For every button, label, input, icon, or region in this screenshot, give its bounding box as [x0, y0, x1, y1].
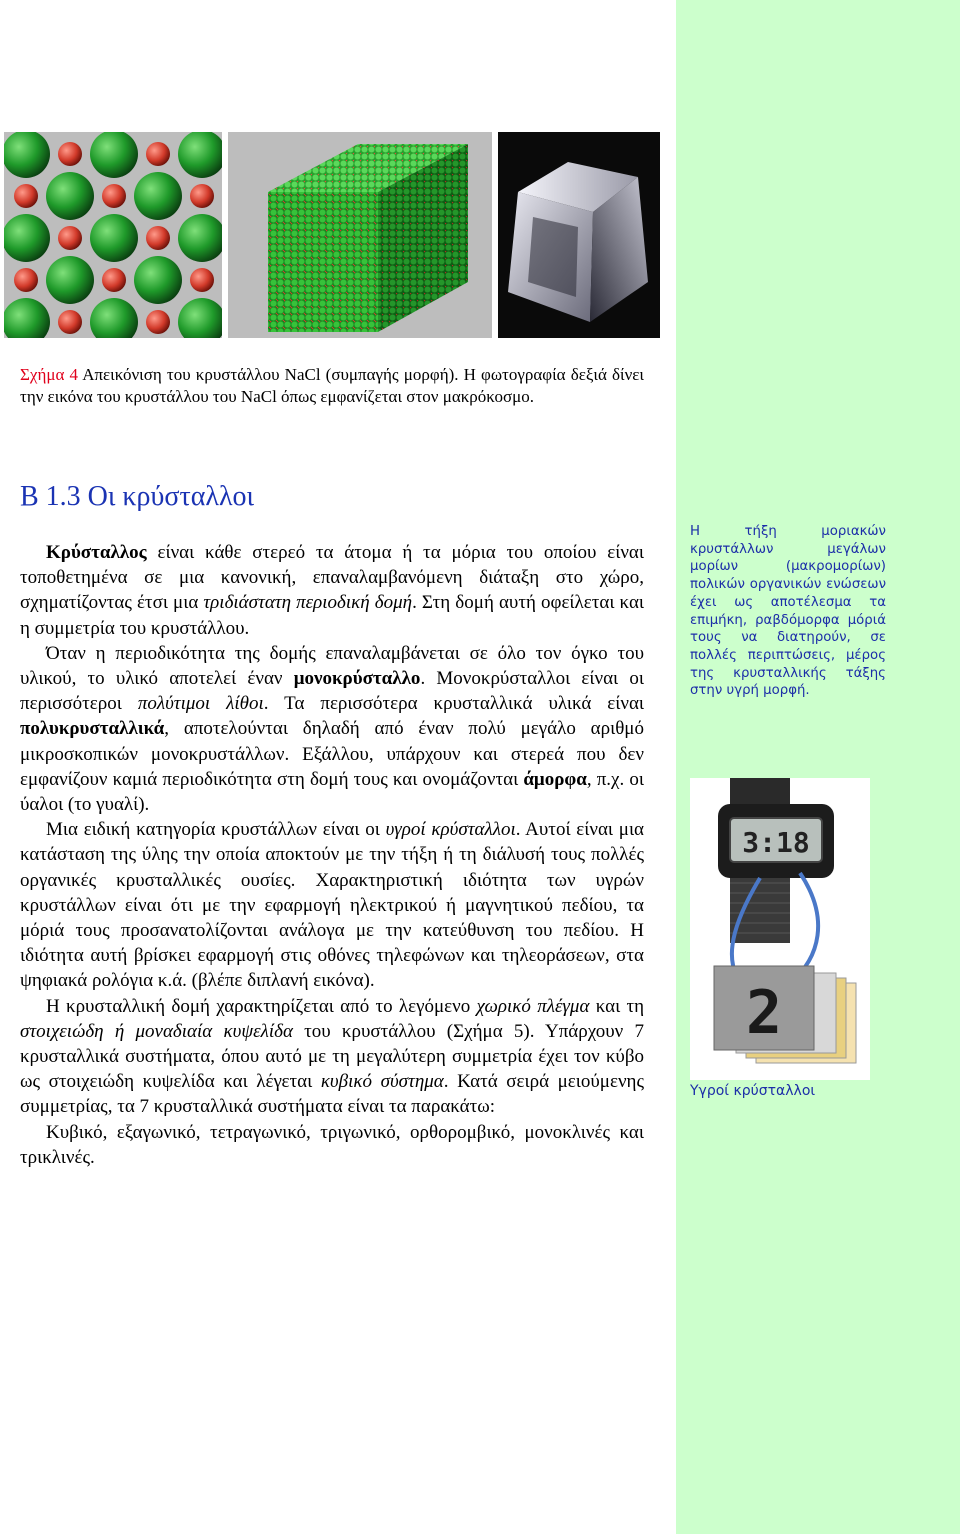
figure-4-text: Απεικόνιση του κρυστάλλου NaCl (συμπαγής μορφή). Η φωτογραφία δεξιά δίνει την εικόνα του κρυστάλλου του NaCl όπως εμφανίζεται στον μακρόκοσμο.: [20, 365, 645, 406]
salt-crystal-svg: [498, 132, 660, 338]
paragraph-single-crystal: [20, 641, 644, 817]
p3-text-1: Μια ειδική κατηγορία κρυστάλλων είναι οι: [46, 819, 386, 841]
p4-text-2: και τη: [589, 995, 645, 1017]
sphere-11: [58, 226, 82, 250]
p2-text-3: . Τα περισσότερα κρυσταλλικά υλικά είναι: [263, 693, 645, 715]
sphere-1: [58, 142, 82, 166]
nacl-spacefill-svg: [4, 132, 222, 338]
nacl-lattice-svg: [228, 132, 492, 338]
term-cubic-system: κυβικό σύστημα: [320, 1071, 444, 1093]
p4-text-4: . Κατά σειρά μειούμενης συμμετρίας, τα 7 κρυσταλλικά συστήματα είναι τα παρακάτω:: [20, 1071, 644, 1118]
sphere-12: [90, 214, 138, 262]
sidebar-image-caption: Υγροί κρύσταλλοι: [690, 1083, 816, 1099]
p2-text-4: , αποτελούνται δηλαδή από έναν πολύ μεγάλο αριθμό μικροσκοπικών μονοκρυστάλλων. Εξάλλου, υπάρχουν και στερεά που δεν εμφανίζουν καμιά περιοδικότητα στη δομή τους και ονομάζονται: [20, 718, 644, 790]
sphere-2: [90, 132, 138, 178]
term-amorphous: άμορφα: [523, 768, 587, 790]
p1-text-1: είναι κάθε στερεό τα άτομα ή τα μόρια του οποίου είναι τοποθετημένα σε μια κανονική, επαναλαμβανόμενη διάταξη στο χώρο, σχηματίζοντας έτσι μια: [20, 542, 644, 614]
digit-2-glyph: 2: [745, 978, 783, 1048]
nacl-spacefill-image: [4, 132, 222, 338]
paragraph-liquid-crystals: [20, 817, 644, 993]
sidebar-note: Η τήξη μοριακών κρυστάλλων μεγάλων μορίων (μακρομορίων) πολικών οργανικών ενώσεων έχει ως αποτέλεσμα τα επιμήκη, ραβδόμορφα μόριά τους να διατηρούν, σε πολλές περιπτώσεις, μέρος της κρυσταλλικής τάξης στην υγρή μορφή.: [690, 524, 886, 699]
paragraph-crystal-definition: [20, 540, 644, 641]
p2-text-5: , π.χ. οι ύαλοι (το γυαλί).: [20, 768, 644, 816]
sphere-23: [146, 310, 170, 334]
term-unit-cell: στοιχειώδη ή μοναδιαία κυψελίδα: [20, 1020, 293, 1042]
liquid-crystal-watch-image: [690, 778, 870, 1080]
sphere-3: [146, 142, 170, 166]
sphere-15: [14, 268, 38, 292]
p3-text-2: . Αυτοί είναι μια κατάσταση της ύλης την οποία αποκτούν με την τήξη ή τη διάλυσή τους πολλές οργανικές κρυσταλλικές ουσίες. Χαρακτηριστική ιδιότητα των υγρών κρυστάλλων είναι ότι με την εφαρμογή ηλεκτρικού ή μαγνητικού πεδίου, τα μόριά τους προσανατολίζονται ανάλογα με την κατεύθυνση του πεδίου. Η ιδιότητα αυτή βρίσκει εφαρμογή στις οθόνες τηλεφώνων και τηλεοράσεων, στα ψηφιακά ρολόγια κ.ά. (βλέπε διπλανή εικόνα).: [20, 819, 645, 992]
p2-text-2: . Μονοκρύσταλλοι είναι οι περισσότεροι: [20, 668, 644, 715]
p1-text-2: . Στη δομή αυτή οφείλεται και η συμμετρία του κρυστάλλου.: [20, 592, 645, 639]
sphere-18: [134, 256, 182, 304]
sphere-19: [190, 268, 214, 292]
sphere-5: [14, 184, 38, 208]
watch-display-text: 3:18: [742, 826, 810, 859]
term-polycrystalline: πολυκρυσταλλικά: [20, 718, 165, 740]
sphere-16: [46, 256, 94, 304]
sphere-17: [102, 268, 126, 292]
term-single-crystal: μονοκρύσταλλο: [293, 668, 421, 690]
sphere-6: [46, 172, 94, 220]
sphere-7: [102, 184, 126, 208]
figure-4-caption: [20, 364, 644, 408]
p4-text-3: του κρυστάλλου (Σχήμα 5). Υπάρχουν 7 κρυσταλλικά συστήματα, όπου αυτό με τη μεγαλύτερη συμμετρία έχει τον κύβο ως στοιχειώδη κυψελίδα και λέγεται: [20, 1020, 644, 1093]
salt-crystal-photo: [498, 132, 660, 338]
term-gemstones: πολύτιμοι λίθοι: [137, 693, 264, 715]
term-space-lattice: χωρικό πλέγμα: [476, 995, 590, 1017]
sphere-9: [190, 184, 214, 208]
sphere-21: [58, 310, 82, 334]
term-crystal: Κρύσταλλος: [46, 542, 147, 563]
nacl-lattice-image: [228, 132, 492, 338]
watch-svg: [690, 778, 870, 1080]
term-liquid-crystals: υγροί κρύσταλλοι: [385, 819, 516, 841]
sidebar-panel: [676, 0, 960, 1534]
main-text: [20, 540, 644, 1170]
sphere-13: [146, 226, 170, 250]
sphere-10: [4, 214, 50, 262]
figure-4-label: Σχήμα 4: [20, 365, 78, 384]
term-3d-periodic-structure: τριδιάστατη περιοδική δομή: [203, 592, 413, 614]
section-title: Β 1.3 Οι κρύσταλλοι: [20, 481, 255, 512]
paragraph-crystal-systems: [20, 994, 644, 1120]
sphere-8: [134, 172, 182, 220]
p4-text-1: Η κρυσταλλική δομή χαρακτηρίζεται από το λεγόμενο: [46, 995, 477, 1017]
p2-text-1: Όταν η περιοδικότητα της δομής επαναλαμβάνεται σε όλο τον όγκο του υλικού, το υλικό αποτελεί έναν: [20, 642, 644, 690]
paragraph-crystal-system-list: Κυβικό, εξαγωνικό, τετραγωνικό, τριγωνικό, ορθορομβικό, μονοκλινές και τρικλινές.: [20, 1121, 644, 1168]
